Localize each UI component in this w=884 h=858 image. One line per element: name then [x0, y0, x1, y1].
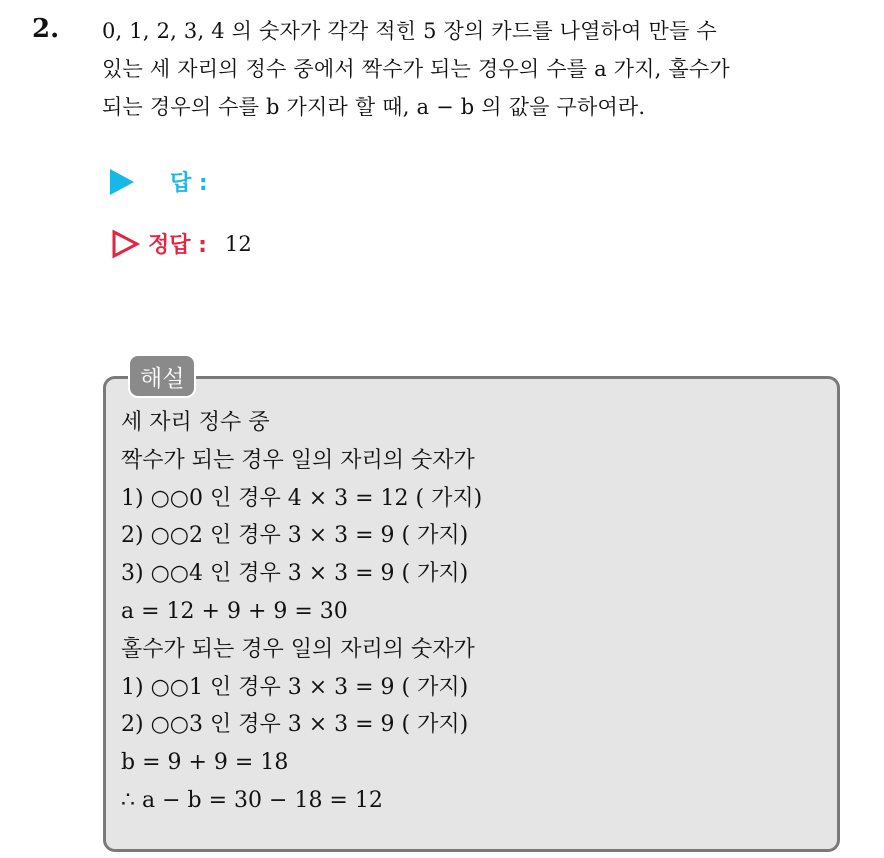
play-triangle-icon	[110, 169, 134, 195]
explanation-line: 1) ○○0 인 경우 4 × 3 = 12 ( 가지)	[121, 485, 483, 511]
correct-answer-value: 12	[224, 231, 252, 256]
explanation-line: 3) ○○4 인 경우 3 × 3 = 9 ( 가지)	[121, 561, 469, 587]
answer-row	[110, 166, 208, 197]
correct-answer-row	[110, 228, 252, 259]
explanation-line: 세 자리 정수 중	[121, 410, 270, 435]
correct-answer-label: 정답 :	[148, 233, 207, 258]
explanation-line: b = 9 + 9 = 18	[121, 750, 289, 776]
explanation-line: 1) ○○1 인 경우 3 × 3 = 9 ( 가지)	[121, 674, 469, 700]
question-line: 되는 경우의 수를 b 가지라 할 때, a − b 의 값을 구하여라.	[102, 95, 646, 119]
explanation-line: 2) ○○2 인 경우 3 × 3 = 9 ( 가지)	[121, 523, 469, 549]
explanation-line: ∴ a − b = 30 − 18 = 12	[121, 787, 383, 813]
explanation-line: 짝수가 되는 경우 일의 자리의 숫자가	[121, 447, 475, 473]
question-line: 0, 1, 2, 3, 4 의 숫자가 각각 적힌 5 장의 카드를 나열하여 만들 수	[102, 19, 717, 43]
explanation-line: a = 12 + 9 + 9 = 30	[121, 598, 348, 624]
explanation-line: 홀수가 되는 경우 일의 자리의 숫자가	[121, 636, 475, 662]
outline-triangle-icon	[110, 229, 140, 259]
answer-label: 답 :	[170, 171, 208, 196]
explanation-text	[121, 404, 821, 820]
question-text	[102, 12, 862, 126]
question-line: 있는 세 자리의 정수 중에서 짝수가 되는 경우의 수를 a 가지, 홀수가	[102, 57, 730, 81]
question-number: 2.	[32, 14, 60, 44]
explanation-line: 2) ○○3 인 경우 3 × 3 = 9 ( 가지)	[121, 712, 469, 738]
explanation-tag: 해설	[128, 354, 196, 398]
